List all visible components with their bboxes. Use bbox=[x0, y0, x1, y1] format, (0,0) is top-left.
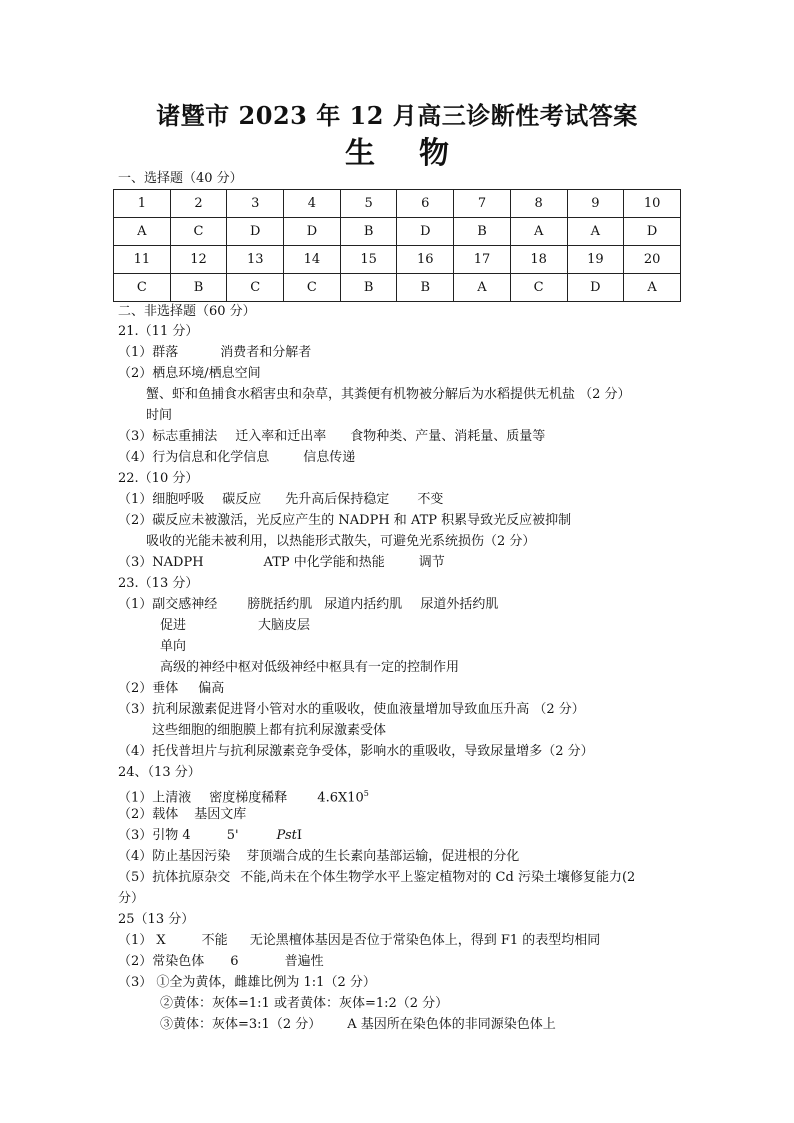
q21-line3: 蟹、虾和鱼捕食水稻害虫和杂草，其粪便有机物被分解后为水稻提供无机盐 （2 分） bbox=[146, 387, 631, 402]
answer-table-cell: B bbox=[397, 274, 454, 302]
answer-table-cell: 19 bbox=[567, 246, 624, 274]
answer-table-cell: 13 bbox=[227, 246, 284, 274]
q24-3-a: （3）引物 4 bbox=[118, 828, 191, 843]
answer-table-cell: D bbox=[284, 218, 341, 246]
answer-table-cell: D bbox=[567, 274, 624, 302]
answer-table-cell: 20 bbox=[624, 246, 681, 274]
answer-table-cell: B bbox=[340, 218, 397, 246]
q24-heading: 24、（13 分） bbox=[118, 765, 201, 780]
answer-table-cell: D bbox=[624, 218, 681, 246]
q21-1-a: （1）群落 bbox=[118, 345, 179, 360]
answer-table-cell: B bbox=[340, 274, 397, 302]
section1-heading: 一、选择题（40 分） bbox=[118, 171, 243, 186]
q23-1-a: （1）副交感神经 bbox=[118, 597, 218, 612]
q23-1-f: 大脑皮层 bbox=[258, 618, 311, 633]
q23-1-c: 尿道内括约肌 bbox=[324, 597, 403, 612]
answer-table-cell: 17 bbox=[454, 246, 511, 274]
answer-table-cell: A bbox=[510, 218, 567, 246]
q25-line2 bbox=[118, 953, 324, 971]
q23-1-b: 膀胱括约肌 bbox=[247, 597, 313, 612]
answer-table-cell: 1 bbox=[114, 190, 171, 218]
q24-1-a: （1）上清液 bbox=[118, 790, 192, 806]
q25-1-c: 无论黑檀体基因是否位于常染色体上，得到 F1 的表型均相同 bbox=[249, 933, 601, 948]
q23-line2 bbox=[160, 617, 310, 635]
q25-1-b: 不能 bbox=[201, 933, 228, 948]
q23-line8: （4）托伐普坦片与抗利尿激素竞争受体，影响水的重吸收，导致尿量增多（2 分） bbox=[118, 744, 594, 759]
q25-line3: （3） ①全为黄体，雌雄比例为 1:1（2 分） bbox=[118, 975, 376, 990]
answer-table-cell: B bbox=[454, 218, 511, 246]
q21-line1 bbox=[118, 344, 311, 362]
answer-table-cell: D bbox=[227, 218, 284, 246]
q22-1-c: 先升高后保持稳定 bbox=[285, 492, 390, 507]
q24-3-c: Pst bbox=[276, 828, 297, 843]
q23-line3: 单向 bbox=[160, 639, 187, 654]
q22-1-a: （1）细胞呼吸 bbox=[118, 492, 205, 507]
answer-table-row bbox=[114, 246, 681, 274]
q24-5-a: （5）抗体抗原杂交 bbox=[118, 870, 231, 885]
q24-4-a: （4）防止基因污染 bbox=[118, 849, 231, 864]
q22-heading: 22.（10 分） bbox=[118, 471, 199, 486]
q23-line4: 高级的神经中枢对低级神经中枢具有一定的控制作用 bbox=[160, 660, 460, 675]
q23-line7: 这些细胞的细胞膜上都有抗利尿激素受体 bbox=[152, 723, 387, 738]
q25-line4: ②黄体：灰体=1:1 或者黄体：灰体=1:2（2 分） bbox=[160, 996, 449, 1011]
answer-table-cell: 3 bbox=[227, 190, 284, 218]
q24-1-b: 密度梯度稀释 bbox=[209, 790, 288, 806]
q22-3-a: （3）NADPH bbox=[118, 555, 204, 570]
answer-table-cell: 10 bbox=[624, 190, 681, 218]
q21-4-b: 信息传递 bbox=[303, 450, 356, 465]
section2-heading: 二、非选择题（60 分） bbox=[118, 304, 256, 319]
answer-table-cell: 14 bbox=[284, 246, 341, 274]
answer-table-cell: 7 bbox=[454, 190, 511, 218]
answer-table-cell: C bbox=[114, 274, 171, 302]
q21-3-c: 食物种类、产量、消耗量、质量等 bbox=[350, 429, 546, 444]
q24-line1 bbox=[118, 785, 369, 807]
q24-4-b: 芽顶端合成的生长素向基部运输，促进根的分化 bbox=[246, 849, 520, 864]
q22-1-b: 碳反应 bbox=[222, 492, 262, 507]
q24-2-b: 基因文库 bbox=[194, 807, 247, 822]
answer-table-cell: C bbox=[284, 274, 341, 302]
q21-heading: 21.（11 分） bbox=[118, 324, 199, 339]
q25-heading: 25（13 分） bbox=[118, 912, 195, 927]
q22-line3: 吸收的光能未被利用，以热能形式散失，可避免光系统损伤（2 分） bbox=[146, 534, 536, 549]
q24-line3 bbox=[118, 827, 302, 845]
q24-3-b: 5' bbox=[226, 828, 239, 843]
q24-1-c: 4.6X10 bbox=[317, 790, 364, 806]
q24-1-exponent: 5 bbox=[363, 789, 369, 798]
q21-1-b: 消费者和分解者 bbox=[220, 345, 312, 360]
q21-line4: 时间 bbox=[146, 408, 173, 423]
q21-line5 bbox=[118, 428, 545, 446]
q25-1-a: （1） X bbox=[118, 933, 166, 948]
answer-table-cell: 16 bbox=[397, 246, 454, 274]
q25-line5 bbox=[160, 1016, 556, 1034]
q22-1-d: 不变 bbox=[417, 492, 444, 507]
q25-3-d: A 基因所在染色体的非同源染色体上 bbox=[347, 1017, 556, 1032]
q25-2-c: 普遍性 bbox=[284, 954, 324, 969]
answer-table-cell: C bbox=[227, 274, 284, 302]
q22-3-c: 调节 bbox=[418, 555, 445, 570]
answer-table-row bbox=[114, 218, 681, 246]
q24-2-a: （2）载体 bbox=[118, 807, 179, 822]
q22-line4 bbox=[118, 554, 445, 572]
q25-3-c: ③黄体：灰体=3:1（2 分） bbox=[160, 1017, 322, 1032]
answer-table-cell: 6 bbox=[397, 190, 454, 218]
q23-line6: （3）抗利尿激素促进肾小管对水的重吸收，使血液量增加导致血压升高 （2 分） bbox=[118, 702, 585, 717]
answer-table bbox=[113, 189, 681, 302]
answer-table-cell: 4 bbox=[284, 190, 341, 218]
answer-table-cell: B bbox=[170, 274, 227, 302]
q21-line6 bbox=[118, 449, 355, 467]
q24-line4 bbox=[118, 848, 519, 866]
answer-table-cell: D bbox=[397, 218, 454, 246]
q22-line2: （2）碳反应未被激活，光反应产生的 NADPH 和 ATP 积累导致光反应被抑制 bbox=[118, 513, 572, 528]
q24-5-b: 不能,尚未在个体生物学水平上鉴定植物对的 Cd 污染土壤修复能力(2 bbox=[240, 870, 636, 885]
q22-line1 bbox=[118, 491, 443, 509]
answer-table-cell: 5 bbox=[340, 190, 397, 218]
q24-line2 bbox=[118, 806, 246, 824]
q23-1-d: 尿道外括约肌 bbox=[420, 597, 499, 612]
answer-table-cell: C bbox=[510, 274, 567, 302]
q24-line6: 分） bbox=[118, 891, 145, 906]
q25-line1 bbox=[118, 932, 600, 950]
q23-line1 bbox=[118, 596, 498, 614]
answer-table-cell: 8 bbox=[510, 190, 567, 218]
answer-table-cell: 12 bbox=[170, 246, 227, 274]
q23-2-a: （2）垂体 bbox=[118, 681, 179, 696]
q24-line5 bbox=[118, 869, 635, 887]
answer-table-row bbox=[114, 190, 681, 218]
q21-3-b: 迁入率和迁出率 bbox=[235, 429, 327, 444]
answer-table-cell: A bbox=[454, 274, 511, 302]
q23-heading: 23.（13 分） bbox=[118, 576, 199, 591]
answer-table-cell: 18 bbox=[510, 246, 567, 274]
answer-table-cell: 11 bbox=[114, 246, 171, 274]
q23-1-e: 促进 bbox=[160, 618, 187, 633]
q21-line2: （2）栖息环境/栖息空间 bbox=[118, 366, 261, 381]
answer-table-cell: 2 bbox=[170, 190, 227, 218]
q22-3-b: ATP 中化学能和热能 bbox=[263, 555, 385, 570]
q21-4-a: （4）行为信息和化学信息 bbox=[118, 450, 270, 465]
subject-title: 生物 bbox=[345, 136, 493, 171]
answer-table-cell: A bbox=[114, 218, 171, 246]
q23-2-b: 偏高 bbox=[198, 681, 225, 696]
answer-table-cell: 15 bbox=[340, 246, 397, 274]
q23-line5 bbox=[118, 680, 224, 698]
answer-table-cell: A bbox=[567, 218, 624, 246]
q24-3-d: I bbox=[296, 828, 302, 843]
q25-2-b: 6 bbox=[230, 954, 239, 969]
answer-table-cell: A bbox=[624, 274, 681, 302]
answer-table-cell: C bbox=[170, 218, 227, 246]
answer-table-row bbox=[114, 274, 681, 302]
q25-2-a: （2）常染色体 bbox=[118, 954, 205, 969]
answer-table-cell: 9 bbox=[567, 190, 624, 218]
q21-3-a: （3）标志重捕法 bbox=[118, 429, 218, 444]
page-title: 诸暨市 2023 年 12 月高三诊断性考试答案 bbox=[156, 101, 638, 130]
